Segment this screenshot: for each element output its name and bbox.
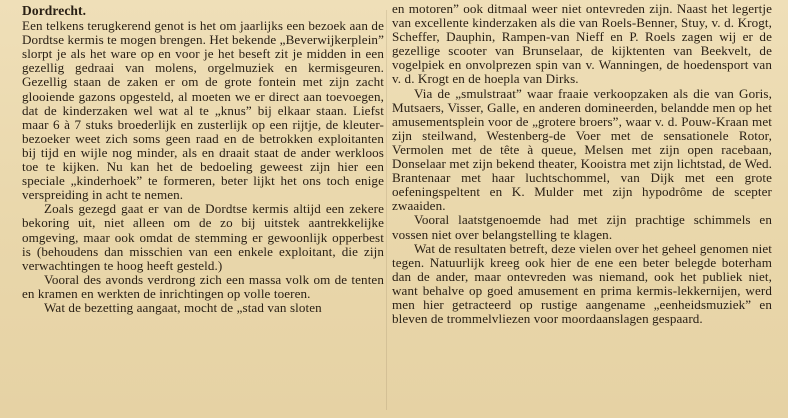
article-heading: Dordrecht. (22, 3, 87, 18)
left-column (22, 4, 384, 315)
paragraph: Wat de resultaten betreft, deze vielen over het geheel genomen niet tegen. Natuurlijk kreeg ook hier de ene een beter belegde boterham dan de ander, maar ontevreden was niemand, ook het publiek niet, want behalve op goed amusement en prima kermis-lekkernijen, werd men hier getracteerd op rustige aangename „eenheidsmuziek” en bleven de trommelvliezen voor moordaanslagen gespaard. (392, 240, 772, 327)
column-divider (386, 10, 387, 410)
paragraph: en motoren” ook ditmaal weer niet ontevreden zijn. Naast het legertje van excellente kinderzaken als die van Roels-Benner, Stuy, v. d. Krogt, Scheffer, Dauphin, Rampen-van Nieff en P. Roels zagen wij er de gezellige scooter van Brunselaar, de kijktenten van Beekvelt, de vogelpiek en onvolprezen spin van v. Wanningen, de hoedensport van v. d. Krogt en de hoepla van Dirks. (392, 1, 772, 87)
paragraph: Via de „smulstraat” waar fraaie verkoopzaken als die van Goris, Mutsaers, Visser, Galle, en anderen domineerden, belandde men op het amusementsplein voor de „grotere broers”, waar v. d. Pouw-Kraan met zijn steilwand, Westenberg-de Voer met de sensationele Rotor, Vermolen met de tête à queue, Melsen met zijn open racebaan, Donselaar met zijn bekend theater, Kooistra met zijn lichtstad, de Wed. Brantenaar met haar luchtschommel, van Dijk met een grote oefeningspeltent en K. Mulder met zijn hypodrôme de scepter zwaaiden. (392, 85, 772, 214)
paragraph: Wat de bezetting aangaat, mocht de „stad van sloten (44, 299, 322, 315)
paragraph: Een telkens terugkerend genot is het om jaarlijks een bezoek aan de Dordtse kermis te mogen brengen. Het bekende „Beverwijkerplein” slorpt je als het ware op en voor je het beseft zit je midden in een gezellig gedraai van molens, orgelmuziek en kermisgeuren. Gezellig staan de zaken er om de grote fontein met zijn zacht glooiende gazons opgesteld, al moeten we er direct aan toevoegen, dat de kinderzaken wel wat al te „knus” bij elkaar staan. Liefst maar 6 à 7 stuks broederlijk en zusterlijk op een rijtje, de kleuter-bezoeker weet zich soms geen raad en de betrokken exploitanten bij tijd en wijle nog minder, als en draait staat de ander werkloos toe te kijken. Nu kan het de bedoeling geweest zijn hier een speciale „kinderhoek” te formeren, beter lijkt het ons toch enige verspreiding in acht te nemen. (22, 18, 384, 203)
paragraph: Zoals gezegd gaat er van de Dordtse kermis altijd een zekere bekoring uit, niet alleen om de zo bij uitstek aantrekkelijke omgeving, maar ook omdat de stemming er gewoonlijk opperbest is (behoudens dan misschien van een enkele exploitant, die zijn verwachtingen te hoog heeft gesteld.) (22, 201, 384, 273)
right-column (392, 2, 772, 326)
paragraph: Vooral des avonds verdrong zich een massa volk om de tenten en kramen en werkten de inrichtingen op volle toeren. (22, 271, 384, 301)
paragraph: Vooral laatstgenoemde had met zijn prachtige schimmels en vossen niet over belangstelling te klagen. (392, 212, 772, 242)
